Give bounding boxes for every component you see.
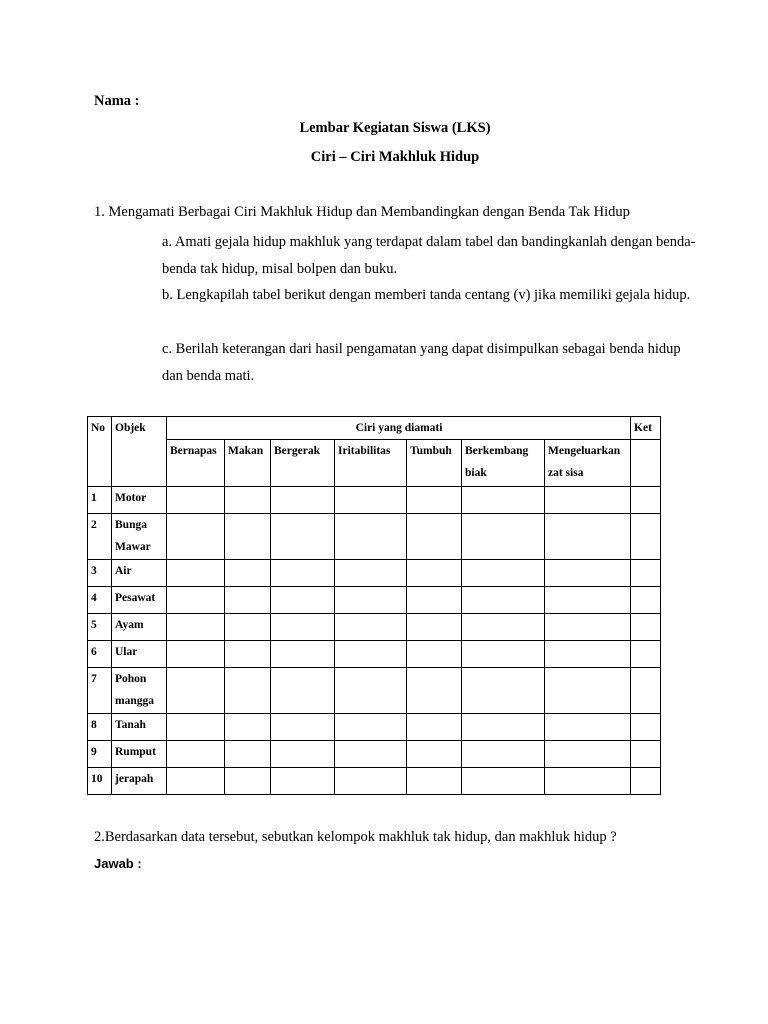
subheader-makan: Makan — [225, 440, 271, 487]
check-cell[interactable] — [167, 560, 225, 587]
check-cell[interactable] — [225, 768, 271, 795]
check-cell[interactable] — [462, 768, 545, 795]
row-number: 5 — [88, 614, 112, 641]
check-cell[interactable] — [225, 641, 271, 668]
table-row — [88, 587, 661, 614]
table-row — [88, 614, 661, 641]
check-cell[interactable] — [225, 714, 271, 741]
check-cell[interactable] — [335, 560, 407, 587]
name-label: Nama : — [94, 93, 140, 109]
check-cell[interactable] — [462, 560, 545, 587]
subheader-bergerak: Bergerak — [271, 440, 335, 487]
check-cell[interactable] — [335, 614, 407, 641]
check-cell[interactable] — [462, 587, 545, 614]
check-cell[interactable] — [167, 714, 225, 741]
ket-cell[interactable] — [631, 641, 661, 668]
check-cell[interactable] — [225, 668, 271, 714]
check-cell[interactable] — [407, 741, 462, 768]
instruction-a: a. Amati gejala hidup makhluk yang terdapat dalam tabel dan bandingkanlah dengan benda- benda tak hidup, misal bolpen dan buku. — [162, 234, 696, 277]
check-cell[interactable] — [462, 668, 545, 714]
instruction-b: b. Lengkapilah tabel berikut dengan memberi tanda centang (v) jika memiliki gejala hidup. — [162, 287, 691, 303]
row-number: 2 — [88, 514, 112, 560]
check-cell[interactable] — [271, 768, 335, 795]
ket-cell[interactable] — [631, 514, 661, 560]
subheader-berkembang-biak: Berkembang biak — [462, 440, 545, 487]
check-cell[interactable] — [225, 587, 271, 614]
row-objek: Ular — [112, 641, 167, 668]
header-ciri: Ciri yang diamati — [167, 417, 631, 440]
check-cell[interactable] — [462, 641, 545, 668]
check-cell[interactable] — [167, 587, 225, 614]
check-cell[interactable] — [545, 614, 631, 641]
check-cell[interactable] — [545, 514, 631, 560]
check-cell[interactable] — [225, 560, 271, 587]
check-cell[interactable] — [271, 668, 335, 714]
check-cell[interactable] — [407, 487, 462, 514]
check-cell[interactable] — [407, 560, 462, 587]
worksheet-subtitle: Ciri – Ciri Makhluk Hidup — [310, 149, 480, 165]
table-row — [88, 487, 661, 514]
check-cell[interactable] — [335, 741, 407, 768]
row-objek: Ayam — [112, 614, 167, 641]
check-cell[interactable] — [462, 714, 545, 741]
check-cell[interactable] — [167, 768, 225, 795]
check-cell[interactable] — [167, 487, 225, 514]
check-cell[interactable] — [225, 614, 271, 641]
table-row — [88, 560, 661, 587]
ket-cell[interactable] — [631, 668, 661, 714]
check-cell[interactable] — [545, 587, 631, 614]
row-objek: Air — [112, 560, 167, 587]
table-row — [88, 768, 661, 795]
row-number: 3 — [88, 560, 112, 587]
table-row — [88, 714, 661, 741]
check-cell[interactable] — [407, 587, 462, 614]
check-cell[interactable] — [407, 514, 462, 560]
row-objek: Pohon mangga — [112, 668, 167, 714]
header-no: No — [88, 417, 112, 487]
row-objek: Motor — [112, 487, 167, 514]
ket-cell[interactable] — [631, 614, 661, 641]
check-cell[interactable] — [545, 560, 631, 587]
check-cell[interactable] — [462, 514, 545, 560]
row-objek: Pesawat — [112, 587, 167, 614]
check-cell[interactable] — [407, 614, 462, 641]
check-cell[interactable] — [407, 641, 462, 668]
check-cell[interactable] — [271, 487, 335, 514]
row-number: 1 — [88, 487, 112, 514]
check-cell[interactable] — [167, 614, 225, 641]
table-row — [88, 514, 661, 560]
check-cell[interactable] — [335, 768, 407, 795]
check-cell[interactable] — [225, 741, 271, 768]
check-cell[interactable] — [545, 741, 631, 768]
observation-table — [87, 416, 661, 795]
check-cell[interactable] — [335, 641, 407, 668]
ket-cell[interactable] — [631, 741, 661, 768]
check-cell[interactable] — [271, 614, 335, 641]
question-2: 2.Berdasarkan data tersebut, sebutkan kelompok makhluk tak hidup, dan makhluk hidup ? — [94, 829, 617, 845]
check-cell[interactable] — [462, 614, 545, 641]
header-objek: Objek — [112, 417, 167, 487]
check-cell[interactable] — [335, 714, 407, 741]
header-ket: Ket — [631, 417, 661, 440]
check-cell[interactable] — [335, 514, 407, 560]
ket-cell[interactable] — [631, 487, 661, 514]
check-cell[interactable] — [167, 641, 225, 668]
row-objek: Rumput — [112, 741, 167, 768]
table-row — [88, 641, 661, 668]
check-cell[interactable] — [271, 560, 335, 587]
ket-cell — [631, 440, 661, 487]
check-cell[interactable] — [271, 587, 335, 614]
check-cell[interactable] — [407, 668, 462, 714]
check-cell[interactable] — [271, 641, 335, 668]
check-cell[interactable] — [545, 768, 631, 795]
check-cell[interactable] — [335, 587, 407, 614]
check-cell[interactable] — [225, 514, 271, 560]
subheader-tumbuh: Tumbuh — [407, 440, 462, 487]
row-number: 4 — [88, 587, 112, 614]
ket-cell[interactable] — [631, 768, 661, 795]
check-cell[interactable] — [335, 668, 407, 714]
check-cell[interactable] — [167, 668, 225, 714]
check-cell[interactable] — [335, 487, 407, 514]
check-cell[interactable] — [271, 514, 335, 560]
subheader-bernapas: Bernapas — [167, 440, 225, 487]
check-cell[interactable] — [545, 668, 631, 714]
row-objek: Tanah — [112, 714, 167, 741]
worksheet-title: Lembar Kegiatan Siswa (LKS) — [299, 120, 491, 136]
subheader-mengeluarkan-zat-sisa: Mengeluarkan zat sisa — [545, 440, 631, 487]
check-cell[interactable] — [167, 514, 225, 560]
check-cell[interactable] — [545, 487, 631, 514]
row-objek: jerapah — [112, 768, 167, 795]
ket-cell[interactable] — [631, 714, 661, 741]
question-1-heading: 1. Mengamati Berbagai Ciri Makhluk Hidup dan Membandingkan dengan Benda Tak Hidup — [94, 204, 630, 220]
row-number: 9 — [88, 741, 112, 768]
row-number: 7 — [88, 668, 112, 714]
ket-cell[interactable] — [631, 587, 661, 614]
check-cell[interactable] — [545, 641, 631, 668]
row-objek: Bunga Mawar — [112, 514, 167, 560]
row-number: 10 — [88, 768, 112, 795]
check-cell[interactable] — [167, 741, 225, 768]
check-cell[interactable] — [545, 714, 631, 741]
check-cell[interactable] — [407, 768, 462, 795]
answer-label: Jawab : — [94, 856, 142, 871]
check-cell[interactable] — [407, 714, 462, 741]
table-row — [88, 741, 661, 768]
check-cell[interactable] — [271, 714, 335, 741]
subheader-iritabilitas: Iritabilitas — [335, 440, 407, 487]
check-cell[interactable] — [225, 487, 271, 514]
check-cell[interactable] — [462, 487, 545, 514]
check-cell[interactable] — [271, 741, 335, 768]
ket-cell[interactable] — [631, 560, 661, 587]
check-cell[interactable] — [462, 741, 545, 768]
table-row — [88, 668, 661, 714]
row-number: 8 — [88, 714, 112, 741]
instruction-c: c. Berilah keterangan dari hasil pengamatan yang dapat disimpulkan sebagai benda hidup dan benda mati. — [162, 341, 681, 384]
row-number: 6 — [88, 641, 112, 668]
